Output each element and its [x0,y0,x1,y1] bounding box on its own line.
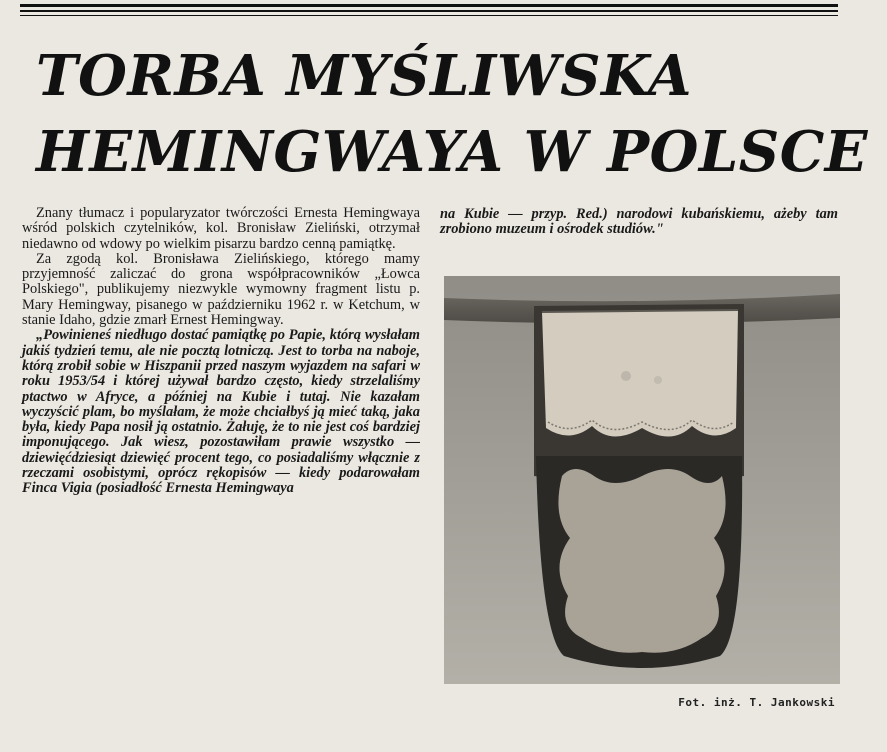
letter-quote-continuation: na Kubie — przyp. Red.) narodowi kubańskiemu, ażeby tam zrobiono muzeum i ośrodek studiów." [440,206,838,238]
right-column-text [440,207,838,238]
hunting-bag-illustration [444,276,840,684]
top-rule-thin [20,15,838,16]
intro-paragraph: Znany tłumacz i popularyzator twórczości Ernesta Hemingwaya wśród polskich czytelników, kol. Bronisław Zieliński, otrzymał niedawno od wdowy po wielkim pisarzu bardzo cenną pamiątkę. [22,205,420,252]
left-column [22,206,420,497]
letter-quote: „Powinieneś niedługo dostać pamiątkę po Papie, którą wysłałam jakiś tydzień temu, ale nie pocztą lotniczą. Jest to torba na naboje, którą zrobił sobie w Hiszpanii przed naszym wyjazdem na safari w roku 1953/54 i której używał bardzo często, kiedy strzelaliśmy ptactwo w Afryce, a później na Kubie i tutaj. Nie kazałam wyczyścić plam, bo myślałam, że może chciałbyś ją mieć taką, jaka była, kiedy Papa nosił ją ostatnio. Żałuję, że to nie jest coś bardziej imponującego. Jak wiesz, pozostawiłam prawie wszystko — dziewięćdziesiąt dziewięć procent tego, co posiadaliśmy włącznie z rzeczami osobistymi, oprócz rękopisów — kiedy podarowałam Finca Vigia (posiadłość Ernesta Hemingwaya [22,327,420,497]
title-line-1: TORBA MYŚLIWSKA [36,43,692,109]
hunting-bag-photo [444,276,840,684]
top-rule-thick [20,4,838,7]
article-title [36,43,868,185]
photo-caption: Fot. inż. T. Jankowski [678,696,835,709]
title-line-2: HEMINGWAYA W POLSCE [36,119,868,185]
top-rule-middle [20,10,838,12]
context-paragraph: Za zgodą kol. Bronisława Zielińskiego, którego mamy przyjemność zaliczać do grona współpracowników „Łowca Polskiego", publikujemy niezwykle wymowny fragment listu p. Mary Hemingway, pisanego w październiku 1962 r. w Ketchum, w stanie Idaho, gdzie zmarł Ernest Hemingway. [22,250,420,329]
